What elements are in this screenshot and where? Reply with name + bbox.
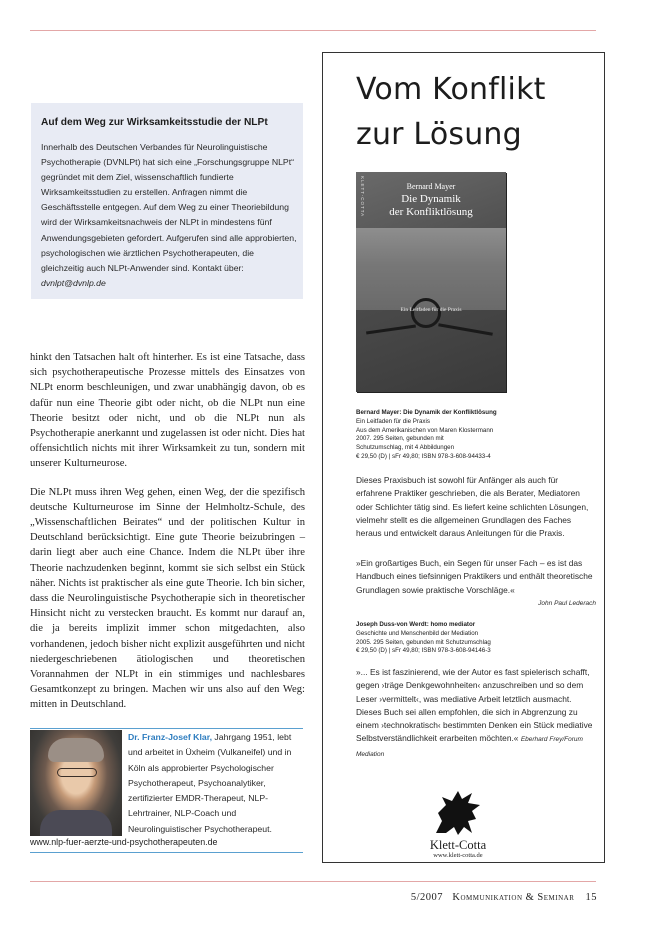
book2-info-line: € 29,50 (D) | sFr 49,80; ISBN 978-3-608-94146-3 <box>356 647 491 655</box>
book-advertisement <box>322 52 605 863</box>
book1-quote <box>356 557 596 610</box>
book1-info-line: Schutzumschlag, mit 4 Abbildungen <box>356 444 455 452</box>
contact-email[interactable]: dvnlpt@dvnlp.de <box>41 277 106 288</box>
book-cover-photo <box>356 228 506 310</box>
book1-title: Bernard Mayer: Die Dynamik der Konfliktlösung <box>356 409 497 416</box>
portrait-shirt <box>40 810 112 836</box>
book1-info-line: 2007. 295 Seiten, gebunden mit <box>356 435 444 443</box>
sidebar-body <box>41 140 297 291</box>
author-portrait <box>30 730 122 836</box>
book-cover-subtitle: Ein Leitfaden für die Praxis <box>400 307 462 313</box>
ad-headline-line1: Vom Konflikt <box>356 72 546 107</box>
author-bio <box>128 730 303 837</box>
top-rule <box>30 30 596 31</box>
book2-info-line: Geschichte und Menschenbild der Mediation <box>356 629 479 637</box>
article-body <box>30 350 305 726</box>
bottom-rule <box>30 881 596 882</box>
book1-info-line: € 29,50 (D) | sFr 49,80; ISBN 978-3-608-94433-4 <box>356 452 491 460</box>
publisher-url[interactable]: www.klett-cotta.de <box>433 852 483 859</box>
book1-quote-text: »Ein großartiges Buch, ein Segen für unser Fach – es ist das Handbuch eines tiefsinnigen Praktikers und enthält theoretische Grundlagen sowie praktische Vorschläge.« <box>356 558 593 595</box>
author-bio-text: Jahrgang 1951, lebt und arbeitet in Üxheim (Vulkaneifel) und in Köln als approbierter Psychologischer Psychotherapeut, Psychoanalytiker, zertifizierter EMDR-Therapeut, NLP-Lehrtrainer, NLP-Coach und Neurolinguistischer Psychotherapeut. <box>128 732 292 834</box>
book2-info <box>356 621 491 656</box>
book2-quote-author: Eberhard Frey/Forum Mediation <box>356 736 583 758</box>
author-website-link[interactable]: www.nlp-fuer-aerzte-und-psychotherapeuten.de <box>30 837 218 847</box>
book1-info-line: Ein Leitfaden für die Praxis <box>356 417 430 425</box>
book1-quote-author: John Paul Lederach <box>538 599 596 607</box>
book2-quote-text: »... Es ist faszinierend, wie der Autor es fast spielerisch schafft, gegen ›träge Denkgewohnheiten‹ anzuschreiben und so dem Leser ›vermittelt‹, was mediative Arbeit letztlich ausmacht. Dieses Buch sei allen empfohlen, die sich in Abgrenzung zu einem ›technokratisch‹ bestimmten Denken ein Stück mediative Selbstverständlichkeit erarbeiten möchten.« <box>356 667 593 744</box>
ad-headline <box>356 67 596 157</box>
rope-right <box>438 323 493 336</box>
book-cover-title-line2: der Konfliktlösung <box>389 206 473 218</box>
book-cover-author: Bernard Mayer <box>406 182 456 191</box>
page-footer <box>372 892 597 903</box>
author-box-top-rule <box>30 728 303 729</box>
page-number: 15 <box>585 892 597 903</box>
sidebar-title: Auf dem Weg zur Wirksamkeitsstudie der NLPt <box>41 117 268 128</box>
article-paragraph: hinkt den Tatsachen halt oft hinterher. Es ist eine Tatsache, dass sich psychotherapeutische Prozesse mittels des Einsatzes von NLPt enorm beschleunigen, und zwar unabhängig davon, ob es dafür nun eine Theorie gibt oder nicht, ob die NLPt nun eine Theorie besitzt oder nicht, und ob die NLPt nun als Psychotherapie anerkannt und zugelassen ist oder nicht. Dies hat offensichtlich nichts mit ihrer Wirksamkeit zu tun, sondern mit unserer Kulturneurose. <box>30 352 305 470</box>
book-cover <box>356 172 506 392</box>
book1-info <box>356 409 497 462</box>
sidebar-box <box>31 103 303 299</box>
book-cover-title <box>356 193 506 219</box>
rope-left <box>366 325 416 335</box>
article-paragraph: Die NLPt muss ihren Weg gehen, einen Weg, der die spezifisch deutsche Kulturneurose im Sinne der Helmholtz-Schule, des „Wissenschaftlichen Beirates“ und der politischen Kultur in Deutschland berücksichtigt. Eine gute Theorie beizubringen – darin liegt aber auch eine Chance. Indem die NLPt über ihre Theorie nachzudenken beginnt, kommt sie sich selbst ein Stück näher. Nichts ist praktischer als eine gute Theorie. Ich bin sicher, dass die Neurolinguistische Psychotherapie sich in theoretischer Hinsicht nicht zu verstecken braucht. Es kommt nur darauf an, die ja bereits implizit immer schon mitgedachten, also vorhandenen, jedoch bisher nicht explizit ausgeführten und nicht niedergeschriebenen ätiologischen und theoretischen Vorannahmen der NLPt in ein stimmiges und nachlesbares Gesamtkonzept zu bringen. Machen wir uns also auf den Weg: mitten in Deutschland. <box>30 486 305 711</box>
issue-number: 5/2007 <box>410 892 444 903</box>
magazine-name: Kommunikation & Seminar <box>452 892 575 903</box>
portrait-hair <box>48 738 104 762</box>
book1-description: Dieses Praxisbuch ist sowohl für Anfänger als auch für erfahrene Praktiker geschrieben, die als Berater, Mediatoren oder Schlichter tätig sind. Es liefert keine schlichten Lösungen, vielmehr stellt es die allgemeinen Grundlagen des Faches heraus und entwickelt daraus Anleitungen für die Praxis. <box>356 475 589 539</box>
publisher-name: Klett-Cotta <box>429 838 487 852</box>
book-cover-publisher: KLETT-COTTA <box>360 176 365 218</box>
author-name: Dr. Franz-Josef Klar, <box>128 732 213 742</box>
book2-info-line: 2005. 295 Seiten, gebunden mit Schutzumschlag <box>356 638 491 646</box>
contact-label: Kontakt über: <box>192 262 244 273</box>
author-box-bottom-rule <box>30 852 303 853</box>
ad-headline-line2: zur Lösung <box>356 117 522 152</box>
book-cover-title-line1: Die Dynamik <box>401 193 461 205</box>
book2-title: Joseph Duss-von Werdt: homo mediator <box>356 621 476 628</box>
griffin-logo-icon <box>428 783 488 839</box>
sidebar-text: Innerhalb des Deutschen Verbandes für Neurolinguistische Psychotherapie (DVNLPt) hat sich eine „Forschungsgruppe NLPt“ gegründet mit dem Ziel, wissenschaftlich fundierte Wirksamkeitsstudien zu erstellen. Anfragen nimmt die Geschäftsstelle entgegen. Auf dem Weg zu einer Theoriebildung wird der Wirksamkeitsnachweis der NLPt in mindestens fünf Anwendungsgebieten gefordert. Aufgerufen sind alle approbierten, psychologischen wie ärztlichen Psychotherapeuten, die gleichzeitig auch NLPt-Anwender sind. <box>41 142 297 273</box>
book1-info-line: Aus dem Amerikanischen von Maren Klostermann <box>356 426 494 434</box>
book2-quote <box>356 666 596 761</box>
portrait-glasses <box>57 768 97 777</box>
